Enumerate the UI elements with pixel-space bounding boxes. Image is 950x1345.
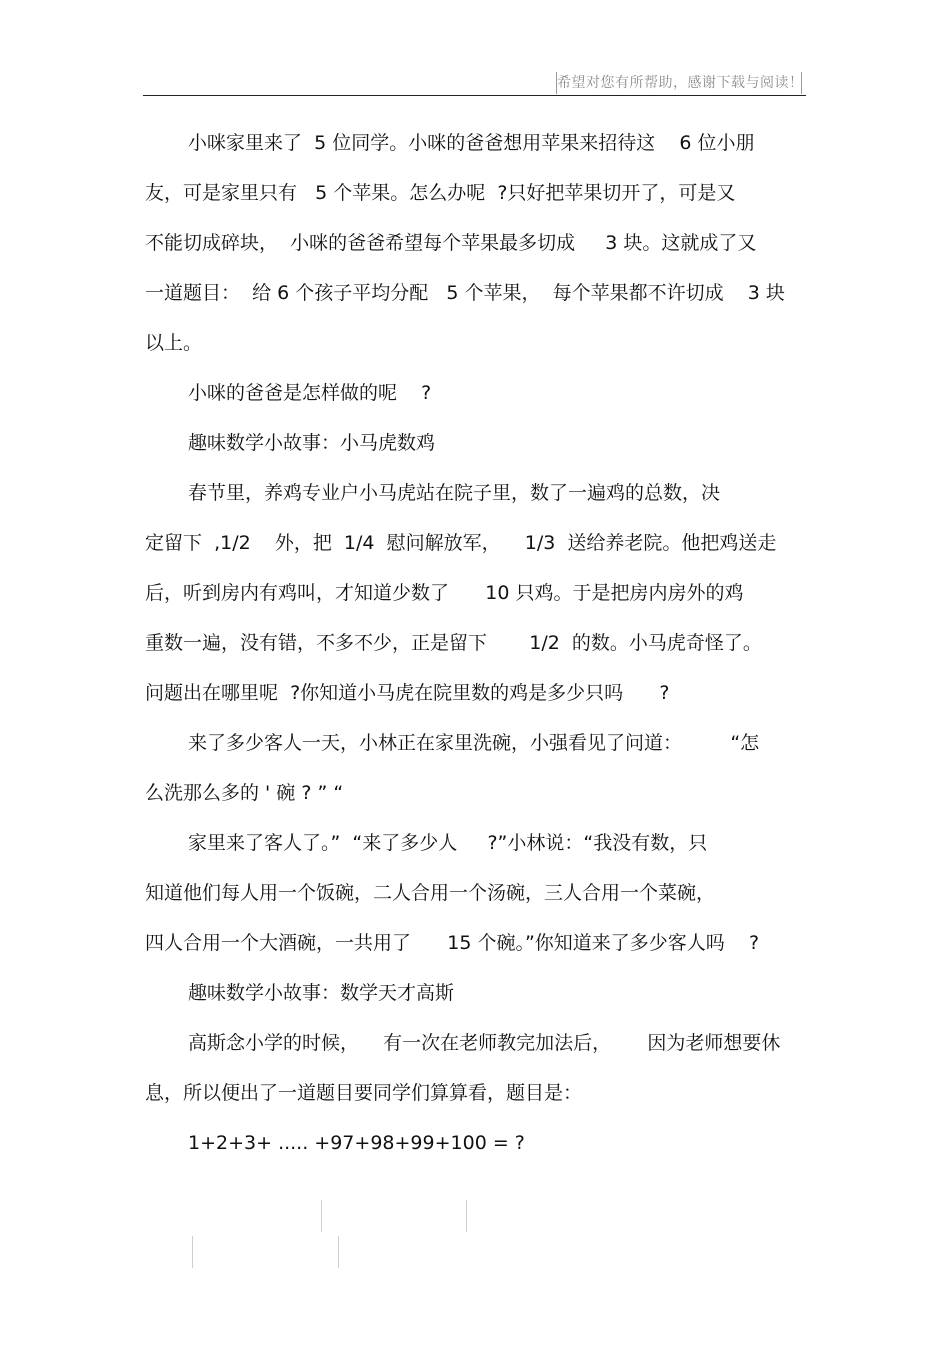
formula-line: 1+2+3+ ..... +97+98+99+100 = ? bbox=[188, 1132, 525, 1154]
vertical-rule bbox=[466, 1200, 467, 1232]
header-note: 希望对您有所帮助，感谢下载与阅读！ bbox=[556, 72, 802, 94]
section-heading: 趣味数学小故事：数学天才高斯 bbox=[188, 982, 455, 1004]
paragraph-line: 不能切成碎块， 小咪的爸爸希望每个苹果最多切成 3 块。这就成了又 bbox=[145, 232, 757, 254]
paragraph-line: 春节里，养鸡专业户小马虎站在院子里，数了一遍鸡的总数，决 bbox=[188, 482, 721, 504]
paragraph-line: 知道他们每人用一个饭碗，二人合用一个汤碗，三人合用一个菜碗， bbox=[145, 882, 716, 904]
paragraph-line: 问题出在哪里呢 ?你知道小马虎在院里数的鸡是多少只吗 ? bbox=[145, 682, 670, 704]
document-body bbox=[145, 118, 807, 1168]
vertical-rule bbox=[192, 1236, 193, 1268]
paragraph-line: 后，听到房内有鸡叫，才知道少数了 10 只鸡。于是把房内房外的鸡 bbox=[145, 582, 744, 604]
paragraph-line: 家里来了客人了。” “来了多少人 ?”小林说：“我没有数，只 bbox=[188, 832, 708, 854]
paragraph-line: 小咪的爸爸是怎样做的呢 ? bbox=[188, 382, 432, 404]
header-rule bbox=[143, 95, 806, 96]
vertical-rule bbox=[321, 1200, 322, 1232]
paragraph-line: 高斯念小学的时候， 有一次在老师教完加法后， 因为老师想要休 bbox=[188, 1032, 781, 1054]
paragraph-line: 小咪家里来了 5 位同学。小咪的爸爸想用苹果来招待这 6 位小朋 bbox=[188, 132, 755, 154]
section-heading: 趣味数学小故事：小马虎数鸡 bbox=[188, 432, 436, 454]
paragraph-line: 重数一遍，没有错，不多不少，正是留下 1/2 的数。小马虎奇怪了。 bbox=[145, 632, 762, 654]
paragraph-line: 么洗那么多的 ' 碗 ? ” “ bbox=[145, 782, 344, 804]
paragraph-line: 友，可是家里只有 5 个苹果。怎么办呢 ?只好把苹果切开了，可是又 bbox=[145, 182, 736, 204]
paragraph-line: 一道题目： 给 6 个孩子平均分配 5 个苹果， 每个苹果都不许切成 3 块 bbox=[145, 282, 785, 304]
paragraph-line: 四人合用一个大酒碗，一共用了 15 个碗。”你知道来了多少客人吗 ? bbox=[145, 932, 760, 954]
vertical-rule bbox=[338, 1236, 339, 1268]
paragraph-line: 息，所以便出了一道题目要同学们算算看，题目是： bbox=[145, 1082, 583, 1104]
paragraph-line: 来了多少客人一天，小林正在家里洗碗，小强看见了问道： “怎 bbox=[188, 732, 760, 754]
paragraph-line: 定留下 ,1/2 外，把 1/4 慰问解放军， 1/3 送给养老院。他把鸡送走 bbox=[145, 532, 777, 554]
paragraph-line: 以上。 bbox=[145, 332, 203, 354]
